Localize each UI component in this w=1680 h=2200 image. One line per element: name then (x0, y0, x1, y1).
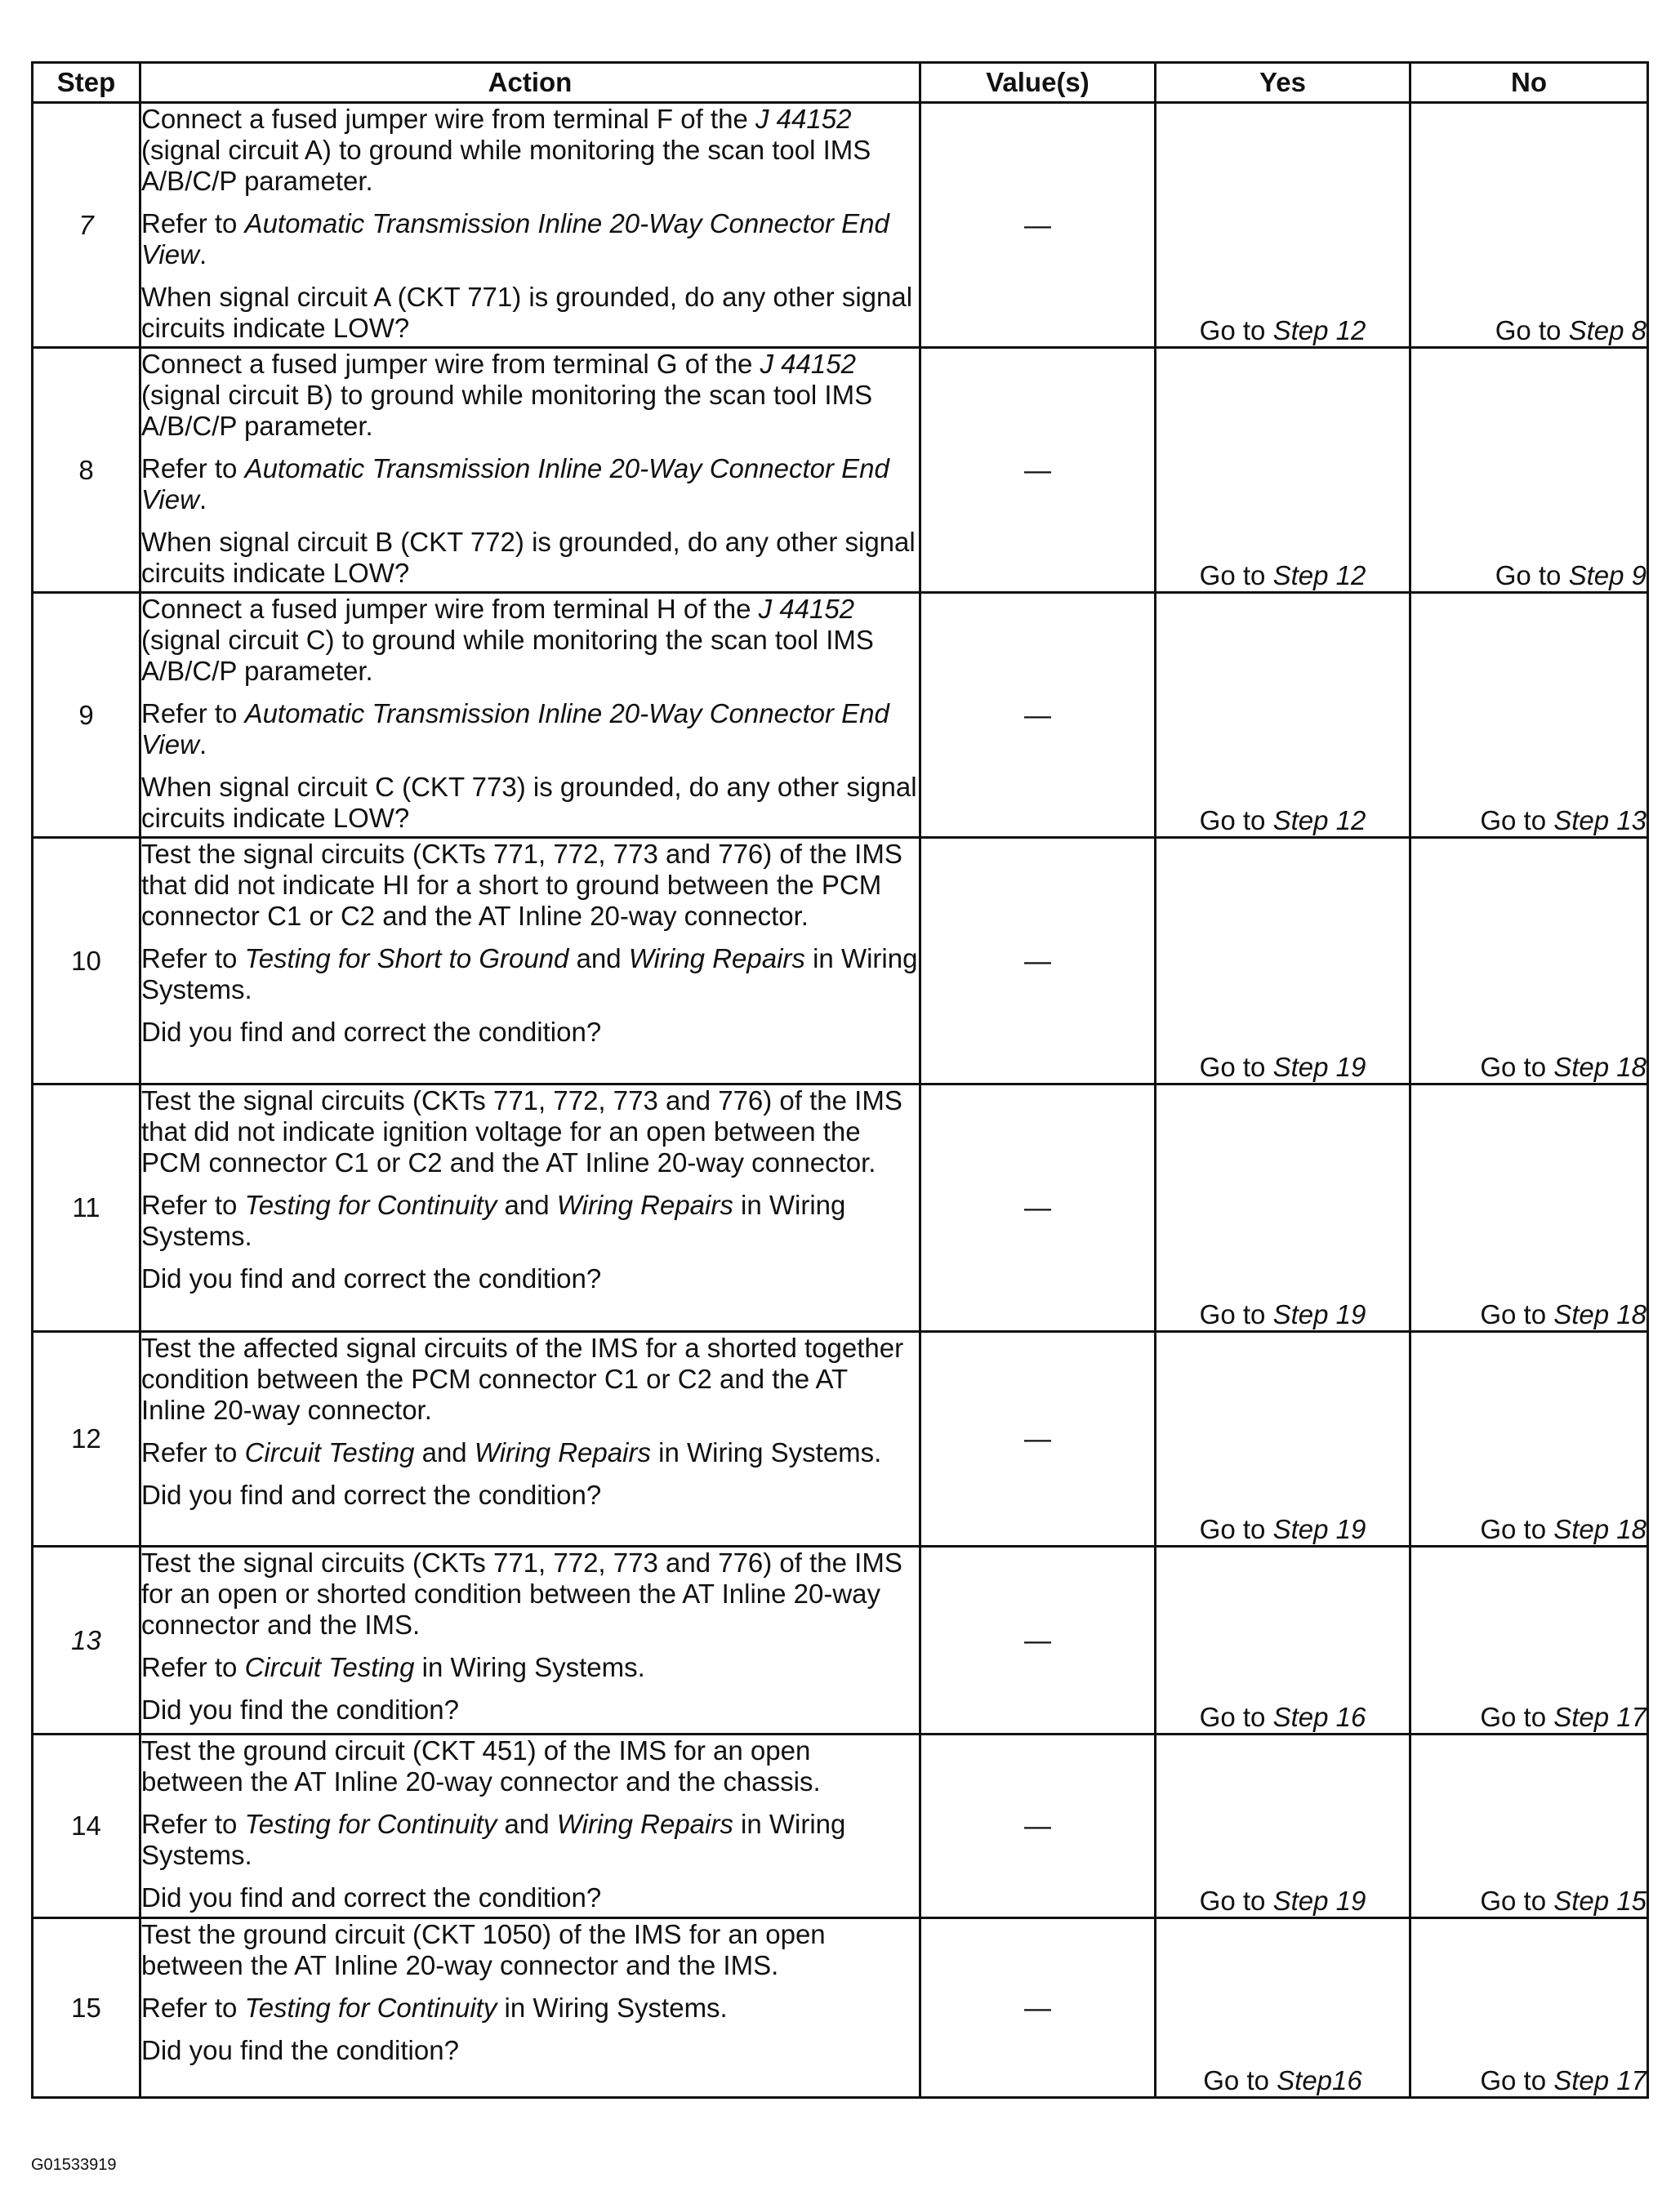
action-paragraph (141, 1695, 919, 1726)
action-text: Refer to (141, 1437, 245, 1467)
action-paragraph (141, 1085, 919, 1178)
value-cell: — (920, 1332, 1156, 1547)
action-paragraph (141, 1333, 919, 1426)
yes-cell (1156, 593, 1410, 838)
action-text: Refer to (141, 208, 245, 238)
go-to-step-link[interactable] (1480, 1052, 1647, 1083)
action-text: Refer to (141, 698, 245, 728)
no-cell (1410, 1918, 1648, 2098)
go-to-prefix: Go to (1199, 315, 1273, 345)
value-cell: — (920, 838, 1156, 1084)
action-paragraph (141, 698, 919, 760)
target-step: Step 12 (1272, 560, 1366, 590)
target-step: Step 19 (1272, 1886, 1366, 1916)
go-to-step-link[interactable] (1495, 560, 1647, 591)
action-text: Connect a fused jumper wire from terminal G of the (141, 349, 760, 379)
yes-cell (1156, 1332, 1410, 1547)
action-paragraph (141, 1882, 919, 1913)
action-cell (140, 103, 920, 348)
go-to-prefix: Go to (1199, 1702, 1273, 1732)
action-text: . (198, 484, 207, 514)
action-text: . (198, 729, 207, 759)
go-to-step-link[interactable] (1200, 1702, 1366, 1733)
target-step: Step16 (1277, 2065, 1362, 2095)
action-paragraph (141, 1809, 919, 1871)
go-to-prefix: Go to (1480, 1052, 1554, 1082)
go-to-prefix: Go to (1480, 2065, 1554, 2095)
table-row (33, 1735, 1648, 1918)
action-text: Refer to (141, 1993, 245, 2023)
action-paragraph (141, 282, 919, 344)
value-cell: — (920, 103, 1156, 348)
value-cell: — (920, 1084, 1156, 1332)
action-paragraph (141, 208, 919, 270)
action-text: in Wiring Systems. (497, 1993, 728, 2023)
go-to-step-link[interactable] (1480, 1514, 1647, 1545)
action-cell (140, 838, 920, 1084)
go-to-step-link[interactable] (1200, 1299, 1366, 1330)
action-text: and (414, 1437, 475, 1467)
action-paragraph (141, 839, 919, 932)
action-text: and (497, 1809, 557, 1839)
yes-cell (1156, 1084, 1410, 1332)
go-to-prefix: Go to (1480, 1886, 1554, 1916)
go-to-prefix: Go to (1199, 1052, 1273, 1082)
no-cell (1410, 593, 1648, 838)
go-to-prefix: Go to (1199, 560, 1273, 590)
go-to-prefix: Go to (1480, 805, 1554, 835)
action-paragraph (141, 349, 919, 442)
value-cell: — (920, 1918, 1156, 2098)
action-text: in Wiring Systems. (141, 1190, 846, 1251)
action-paragraph (141, 1652, 919, 1683)
go-to-step-link[interactable] (1200, 560, 1366, 591)
header-yes: Yes (1156, 63, 1410, 103)
action-text: in Wiring Systems. (141, 943, 918, 1004)
go-to-prefix: Go to (1199, 1514, 1273, 1544)
go-to-step-link[interactable] (1480, 2065, 1647, 2096)
yes-cell (1156, 838, 1410, 1084)
go-to-step-link[interactable] (1203, 2065, 1361, 2096)
action-text: Connect a fused jumper wire from terminal H of the (141, 594, 759, 624)
action-paragraph (141, 104, 919, 197)
action-text: in Wiring Systems. (414, 1652, 645, 1682)
action-text: in Wiring Systems. (650, 1437, 882, 1467)
reference-text: Circuit Testing (244, 1437, 415, 1467)
action-paragraph (141, 527, 919, 589)
action-paragraph (141, 1993, 919, 2024)
table-row (33, 348, 1648, 593)
table-row (33, 1547, 1648, 1735)
action-text: When signal circuit A (CKT 771) is grounded, do any other signal circuits indicate LOW? (141, 282, 913, 343)
action-text: Test the signal circuits (CKTs 771, 772, 773 and 776) of the IMS that did not indicate ignition voltage for an open between the PCM connector C1 or C2 and the AT Inline 20-way connector. (141, 1085, 902, 1178)
go-to-prefix: Go to (1199, 805, 1273, 835)
step-number: 14 (33, 1735, 140, 1918)
reference-text: J 44152 (760, 349, 856, 379)
action-text: (signal circuit B) to ground while monitoring the scan tool IMS A/B/C/P parameter. (141, 380, 873, 441)
target-step: Step 17 (1553, 2065, 1647, 2095)
go-to-step-link[interactable] (1495, 315, 1647, 346)
step-number: 13 (33, 1547, 140, 1735)
target-step: Step 16 (1272, 1702, 1366, 1732)
step-number: 12 (33, 1332, 140, 1547)
action-paragraph (141, 2035, 919, 2066)
table-row (33, 1918, 1648, 2098)
action-text: Did you find and correct the condition? (141, 1017, 602, 1047)
header-row (33, 63, 1648, 103)
go-to-prefix: Go to (1199, 1886, 1273, 1916)
action-text: Did you find and correct the condition? (141, 1882, 602, 1913)
reference-text: Wiring Repairs (628, 943, 805, 973)
header-no: No (1410, 63, 1648, 103)
action-cell (140, 1547, 920, 1735)
header-values: Value(s) (920, 63, 1156, 103)
reference-text: Testing for Continuity (244, 1190, 497, 1220)
no-cell (1410, 1547, 1648, 1735)
action-text: Refer to (141, 943, 245, 973)
yes-cell (1156, 348, 1410, 593)
yes-cell (1156, 103, 1410, 348)
go-to-step-link[interactable] (1200, 805, 1366, 836)
go-to-step-link[interactable] (1200, 1514, 1366, 1545)
action-text: Test the signal circuits (CKTs 771, 772, 773 and 776) of the IMS that did not indicate HI for a short to ground between the PCM connector C1 or C2 and the AT Inline 20-way connector. (141, 839, 902, 931)
action-text: in Wiring Systems. (141, 1809, 846, 1870)
target-step: Step 19 (1272, 1299, 1366, 1329)
action-text: When signal circuit C (CKT 773) is grounded, do any other signal circuits indicate LOW? (141, 772, 917, 833)
reference-text: Automatic Transmission Inline 20-Way Connector End View (141, 208, 889, 269)
action-text: (signal circuit A) to ground while monitoring the scan tool IMS A/B/C/P parameter. (141, 135, 871, 196)
action-paragraph (141, 1017, 919, 1048)
action-text: (signal circuit C) to ground while monitoring the scan tool IMS A/B/C/P parameter. (141, 625, 874, 686)
action-text: Refer to (141, 1652, 245, 1682)
reference-text: Wiring Repairs (556, 1190, 733, 1220)
go-to-prefix: Go to (1495, 315, 1569, 345)
action-paragraph (141, 1190, 919, 1252)
action-text: . (198, 239, 207, 269)
value-cell: — (920, 593, 1156, 838)
target-step: Step 18 (1553, 1052, 1647, 1082)
go-to-prefix: Go to (1495, 560, 1569, 590)
reference-text: J 44152 (758, 594, 855, 624)
action-paragraph (141, 1735, 919, 1797)
target-step: Step 8 (1568, 315, 1647, 345)
action-text: Test the ground circuit (CKT 1050) of the IMS for an open between the AT Inline 20-way connector and the IMS. (141, 1919, 826, 1980)
target-step: Step 9 (1568, 560, 1647, 590)
value-cell: — (920, 1735, 1156, 1918)
diagnostic-table (31, 61, 1649, 2099)
reference-text: Automatic Transmission Inline 20-Way Connector End View (141, 698, 889, 759)
reference-text: J 44152 (755, 104, 852, 134)
action-text: Did you find and correct the condition? (141, 1263, 602, 1294)
table-row (33, 838, 1648, 1084)
action-paragraph (141, 1263, 919, 1294)
go-to-step-link[interactable] (1480, 805, 1647, 836)
target-step: Step 18 (1553, 1514, 1647, 1544)
yes-cell (1156, 1547, 1410, 1735)
action-text: Did you find the condition? (141, 1695, 459, 1725)
action-text: Refer to (141, 453, 245, 483)
action-cell (140, 348, 920, 593)
no-cell (1410, 348, 1648, 593)
action-text: When signal circuit B (CKT 772) is grounded, do any other signal circuits indicate LOW? (141, 527, 916, 588)
action-text: Did you find and correct the condition? (141, 1480, 602, 1510)
action-text: and (568, 943, 629, 973)
action-text: Connect a fused jumper wire from terminal F of the (141, 104, 755, 134)
table-row (33, 1332, 1648, 1547)
yes-cell (1156, 1918, 1410, 2098)
go-to-step-link[interactable] (1200, 1052, 1366, 1083)
action-cell (140, 1735, 920, 1918)
target-step: Step 15 (1553, 1886, 1647, 1916)
no-cell (1410, 1084, 1648, 1332)
action-paragraph (141, 1437, 919, 1468)
target-step: Step 17 (1553, 1702, 1647, 1732)
target-step: Step 12 (1272, 315, 1366, 345)
step-number: 15 (33, 1918, 140, 2098)
action-paragraph (141, 453, 919, 515)
action-paragraph (141, 1480, 919, 1511)
table-row (33, 593, 1648, 838)
action-paragraph (141, 1919, 919, 1981)
action-paragraph (141, 943, 919, 1005)
table-row (33, 1084, 1648, 1332)
action-text: Refer to (141, 1809, 245, 1839)
target-step: Step 19 (1272, 1514, 1366, 1544)
step-number: 9 (33, 593, 140, 838)
action-paragraph (141, 772, 919, 834)
reference-text: Circuit Testing (244, 1652, 415, 1682)
step-number: 11 (33, 1084, 140, 1332)
action-cell (140, 1084, 920, 1332)
step-number: 10 (33, 838, 140, 1084)
action-text: and (497, 1190, 557, 1220)
reference-text: Testing for Continuity (244, 1809, 497, 1839)
step-number: 7 (33, 103, 140, 348)
target-step: Step 18 (1553, 1299, 1647, 1329)
action-text: Did you find the condition? (141, 2035, 459, 2065)
go-to-prefix: Go to (1203, 2065, 1277, 2095)
action-cell (140, 593, 920, 838)
action-cell (140, 1332, 920, 1547)
table-body (33, 103, 1648, 2098)
go-to-prefix: Go to (1480, 1299, 1554, 1329)
no-cell (1410, 1332, 1648, 1547)
go-to-prefix: Go to (1480, 1702, 1554, 1732)
reference-text: Wiring Repairs (556, 1809, 733, 1839)
action-paragraph (141, 594, 919, 687)
action-paragraph (141, 1548, 919, 1641)
action-cell (140, 1918, 920, 2098)
go-to-prefix: Go to (1480, 1514, 1554, 1544)
go-to-step-link[interactable] (1480, 1299, 1647, 1330)
yes-cell (1156, 1735, 1410, 1918)
go-to-step-link[interactable] (1480, 1886, 1647, 1917)
header-action: Action (140, 63, 920, 103)
action-text: Refer to (141, 1190, 245, 1220)
action-text: Test the signal circuits (CKTs 771, 772, 773 and 776) of the IMS for an open or shorted condition between the AT Inline 20-way connector and the IMS. (141, 1548, 902, 1640)
go-to-step-link[interactable] (1200, 315, 1366, 346)
reference-text: Testing for Short to Ground (244, 943, 569, 973)
go-to-step-link[interactable] (1200, 1886, 1366, 1917)
table-row (33, 103, 1648, 348)
no-cell (1410, 838, 1648, 1084)
go-to-prefix: Go to (1199, 1299, 1273, 1329)
value-cell: — (920, 348, 1156, 593)
go-to-step-link[interactable] (1480, 1702, 1647, 1733)
target-step: Step 12 (1272, 805, 1366, 835)
step-number: 8 (33, 348, 140, 593)
header-step: Step (33, 63, 140, 103)
value-cell: — (920, 1547, 1156, 1735)
reference-text: Automatic Transmission Inline 20-Way Connector End View (141, 453, 889, 514)
action-text: Test the ground circuit (CKT 451) of the IMS for an open between the AT Inline 20-way connector and the chassis. (141, 1735, 821, 1797)
no-cell (1410, 1735, 1648, 1918)
reference-text: Testing for Continuity (244, 1993, 497, 2023)
target-step: Step 13 (1553, 805, 1647, 835)
reference-text: Wiring Repairs (474, 1437, 651, 1467)
no-cell (1410, 103, 1648, 348)
target-step: Step 19 (1272, 1052, 1366, 1082)
figure-code: G01533919 (31, 2156, 117, 2174)
action-text: Test the affected signal circuits of the IMS for a shorted together condition between the PCM connector C1 or C2 and the AT Inline 20-way connector. (141, 1333, 904, 1425)
